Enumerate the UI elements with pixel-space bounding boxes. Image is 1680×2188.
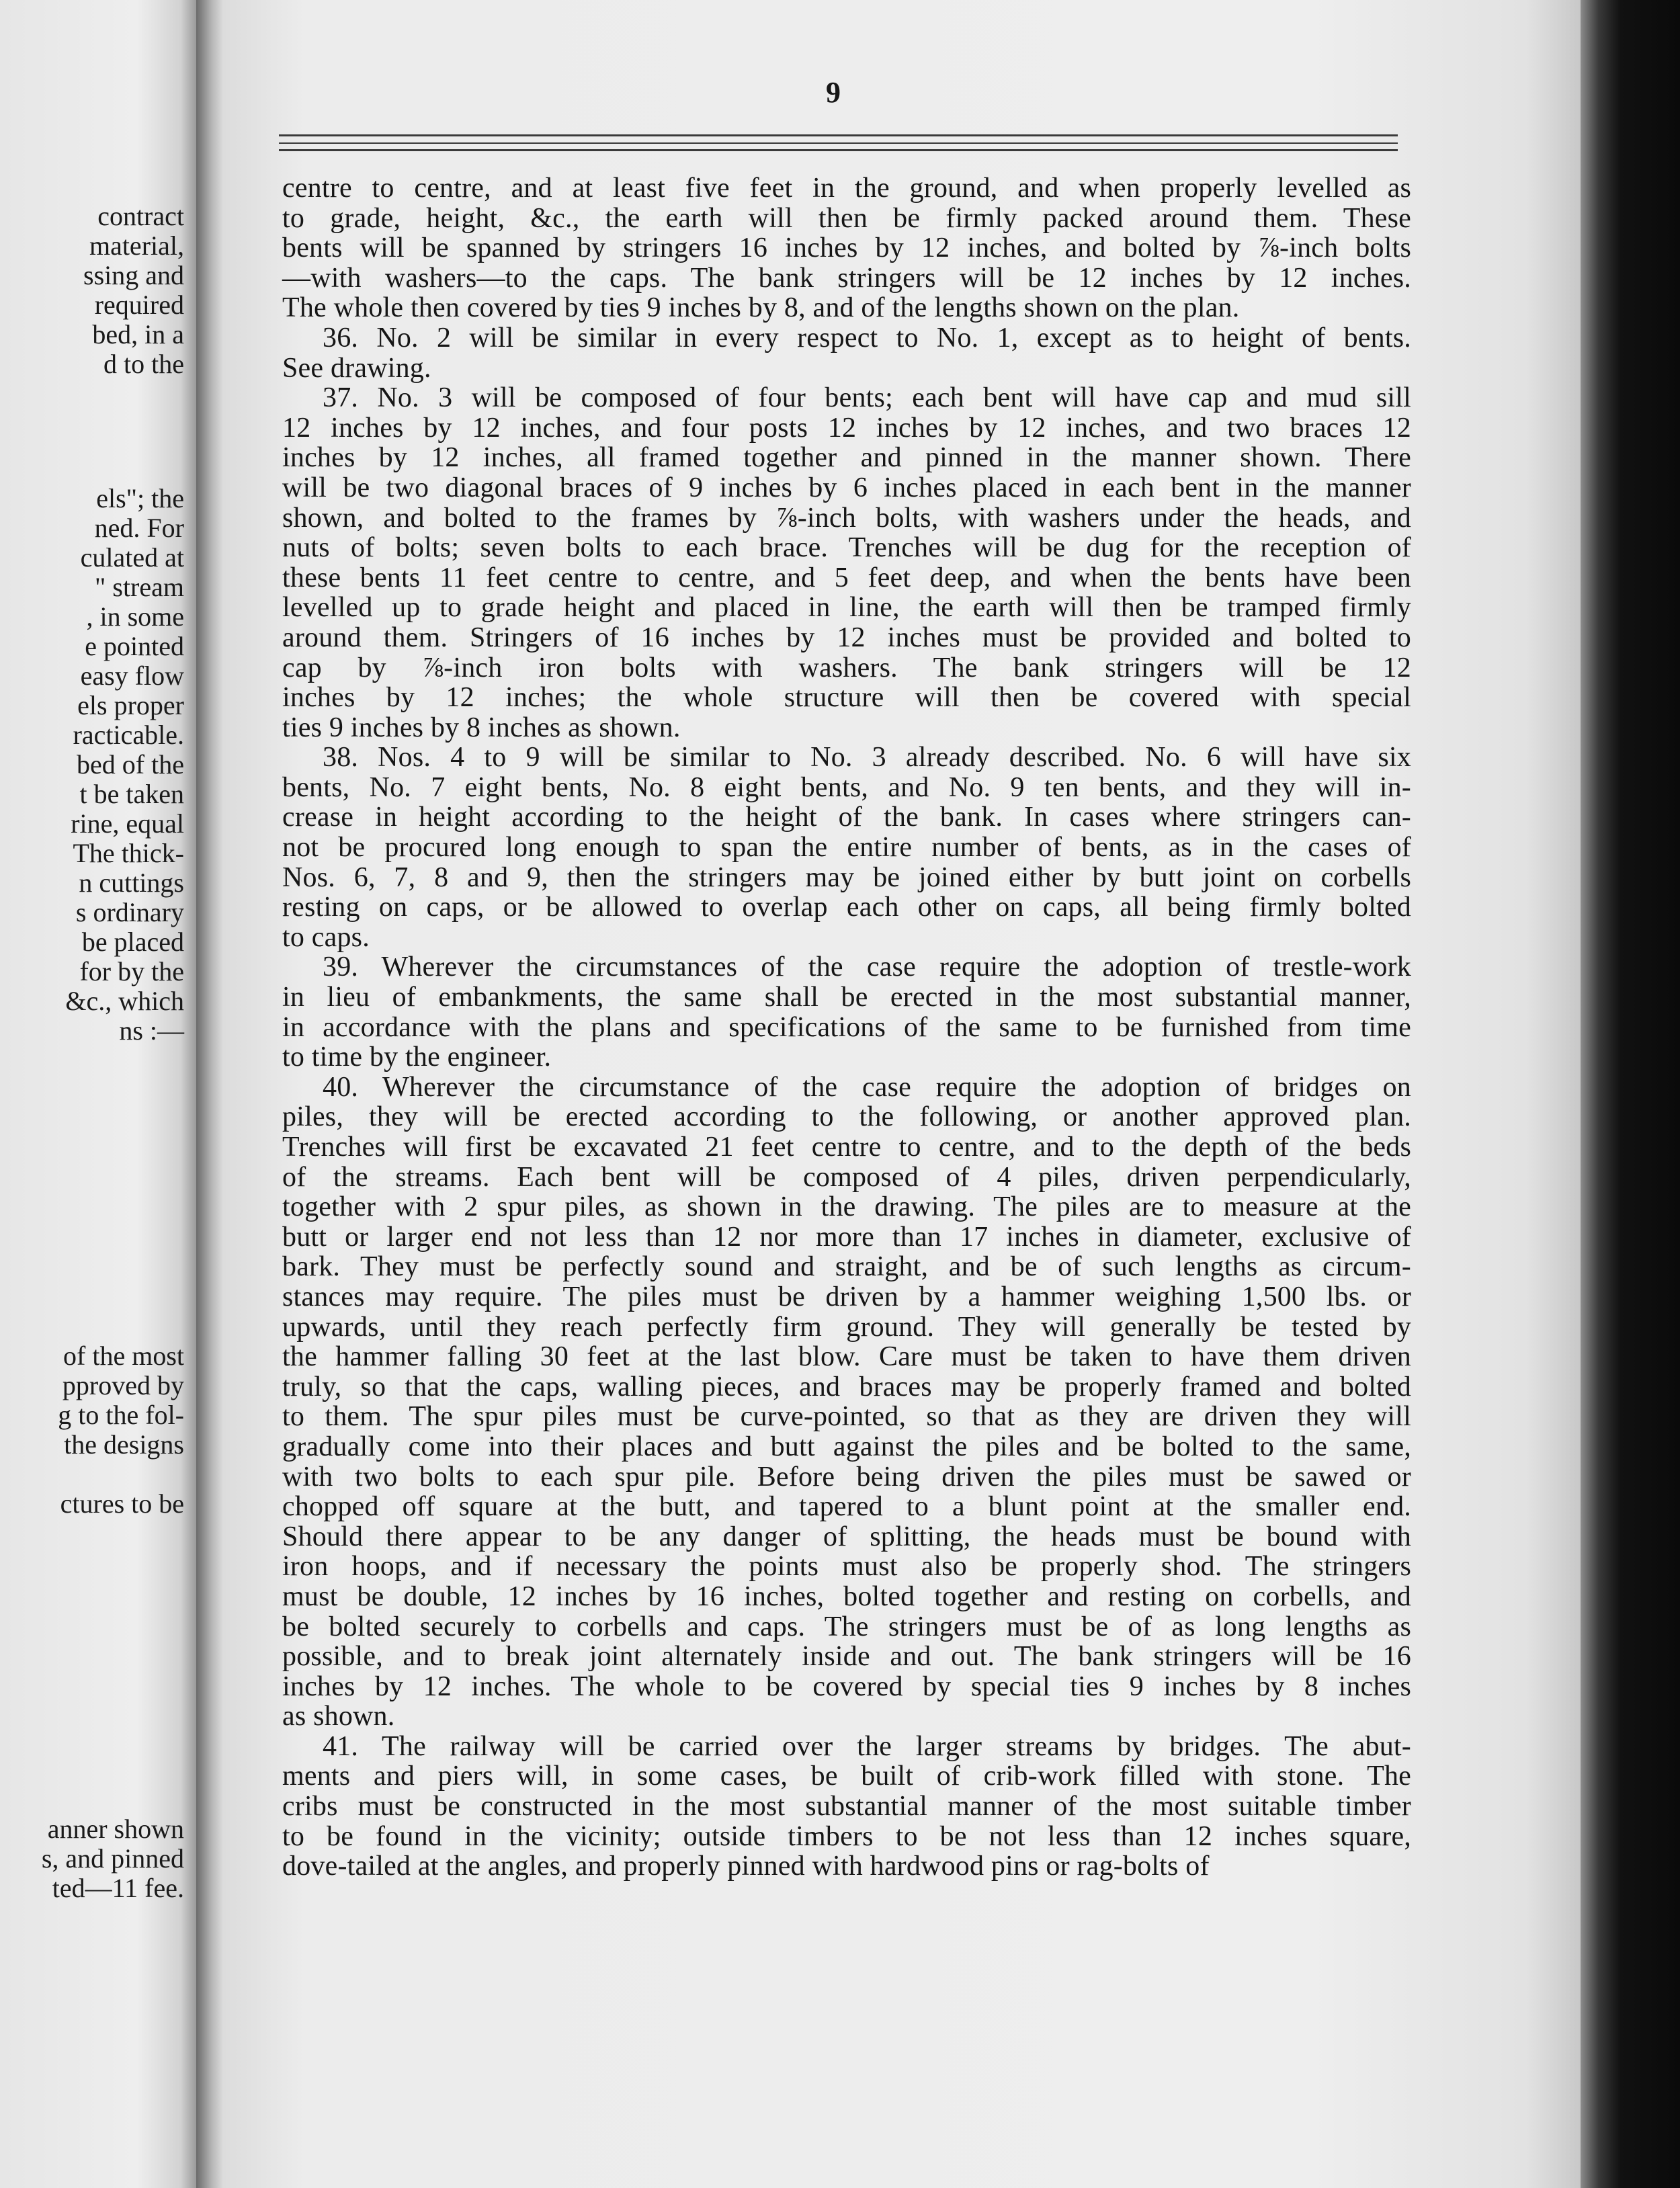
text-line: possible, and to break joint alternately inside and out. The bank stringers will be 16 bbox=[282, 1641, 1411, 1673]
left-page-line: d to the bbox=[103, 349, 184, 379]
left-page-line: g to the fol- bbox=[58, 1400, 184, 1430]
text-line: as shown. bbox=[282, 1701, 395, 1732]
text-line: 12 inches by 12 inches, and four posts 12 inches by 12 inches, and two braces 12 bbox=[282, 412, 1411, 444]
left-page-line: &c., which bbox=[65, 986, 184, 1016]
left-page-line: pproved by bbox=[62, 1370, 184, 1400]
book-gutter bbox=[196, 0, 223, 2188]
left-page-line: s ordinary bbox=[75, 897, 184, 927]
text-line: inches by 12 inches; the whole structure will then be covered with special bbox=[282, 682, 1411, 714]
text-line: nuts of bolts; seven bolts to each brace. Trenches will be dug for the reception of bbox=[282, 532, 1411, 564]
text-line: in lieu of embankments, the same shall be erected in the most substantial manner, bbox=[282, 982, 1411, 1013]
left-page-line: the designs bbox=[64, 1429, 184, 1460]
left-page-line: racticable. bbox=[73, 720, 184, 750]
left-page-line: ctures to be bbox=[60, 1488, 184, 1519]
text-line: cap by ⅞-inch iron bolts with washers. The bank stringers will be 12 bbox=[282, 652, 1411, 683]
text-line: of the streams. Each bent will be composed of 4 piles, driven perpendicularly, bbox=[282, 1161, 1411, 1193]
text-line: iron hoops, and if necessary the points must also be properly shod. The stringers bbox=[282, 1551, 1411, 1583]
text-line: Nos. 6, 7, 8 and 9, then the stringers may be joined either by butt joint on corbells bbox=[282, 861, 1411, 893]
text-line: butt or larger end not less than 12 nor more than 17 inches in diameter, exclusive of bbox=[282, 1221, 1411, 1253]
text-line: 36. No. 2 will be similar in every respect to No. 1, except as to height of bents. bbox=[323, 322, 1411, 353]
text-line: stances may require. The piles must be driven by a hammer weighing 1,500 lbs. or bbox=[282, 1281, 1411, 1312]
text-line: be bolted securely to corbells and caps. The stringers must be of as long lengths as bbox=[282, 1611, 1411, 1642]
left-page-line: required bbox=[94, 290, 184, 320]
text-line: See drawing. bbox=[282, 352, 431, 384]
left-page-line: bed of the bbox=[77, 749, 184, 780]
left-page-line: els proper bbox=[77, 690, 184, 720]
paragraph bbox=[282, 952, 1411, 1072]
text-line: ties 9 inches by 8 inches as shown. bbox=[282, 712, 681, 743]
text-line: centre to centre, and at least five feet in the ground, and when properly levelled as bbox=[282, 173, 1411, 204]
text-line: must be double, 12 inches by 16 inches, bolted together and resting on corbells, and bbox=[282, 1581, 1411, 1612]
text-line: bark. They must be perfectly sound and straight, and be of such lengths as circum- bbox=[282, 1251, 1411, 1283]
left-page-line: rine, equal bbox=[71, 808, 184, 839]
left-page-line: " stream bbox=[95, 572, 184, 602]
text-line: 37. No. 3 will be composed of four bents; each bent will have cap and mud sill bbox=[323, 382, 1411, 414]
text-line: shown, and bolted to the frames by ⅞-inch bolts, with washers under the heads, and bbox=[282, 502, 1411, 534]
left-page-line: ns :— bbox=[119, 1015, 184, 1046]
page-number: 9 bbox=[826, 76, 841, 109]
paragraph bbox=[282, 1732, 1411, 1882]
left-page-line: contract bbox=[97, 201, 184, 231]
left-page-line: els"; the bbox=[96, 483, 184, 513]
header-rule-top bbox=[279, 134, 1398, 136]
paragraph bbox=[282, 323, 1411, 383]
text-line: —with washers—to the caps. The bank stringers will be 12 inches by 12 inches. bbox=[282, 262, 1411, 294]
left-page-line: t be taken bbox=[79, 779, 184, 809]
text-line: chopped off square at the butt, and tapered to a blunt point at the smaller end. bbox=[282, 1491, 1411, 1523]
text-line: piles, they will be erected according to the following, or another approved plan. bbox=[282, 1101, 1411, 1133]
paragraph bbox=[282, 173, 1411, 323]
text-line: in accordance with the plans and specifications of the same to be furnished from time bbox=[282, 1011, 1411, 1043]
text-line: not be procured long enough to span the entire number of bents, as in the cases of bbox=[282, 832, 1411, 864]
text-line: inches by 12 inches. The whole to be covered by special ties 9 inches by 8 inches bbox=[282, 1671, 1411, 1702]
left-page-line: bed, in a bbox=[92, 319, 184, 349]
left-page-line: easy flow bbox=[80, 661, 184, 691]
text-line: will be two diagonal braces of 9 inches by 6 inches placed in each bent in the manner bbox=[282, 472, 1411, 503]
text-line: 39. Wherever the circumstances of the case require the adoption of trestle-work bbox=[323, 952, 1411, 983]
text-line: ments and piers will, in some cases, be built of crib-work filled with stone. The bbox=[282, 1761, 1411, 1792]
left-page-line: n cuttings bbox=[79, 868, 184, 898]
book-edge bbox=[1581, 0, 1680, 2188]
paragraph bbox=[282, 1072, 1411, 1732]
text-line: these bents 11 feet centre to centre, and 5 feet deep, and when the bents have been bbox=[282, 562, 1411, 593]
text-line: to be found in the vicinity; outside timbers to be not less than 12 inches square, bbox=[282, 1820, 1411, 1852]
text-line: to grade, height, &c., the earth will then be firmly packed around them. These bbox=[282, 202, 1411, 234]
text-line: gradually come into their places and butt against the piles and be bolted to the same, bbox=[282, 1431, 1411, 1462]
left-facing-page bbox=[0, 0, 196, 2188]
left-page-line: ned. For bbox=[94, 513, 184, 543]
text-line: to caps. bbox=[282, 921, 370, 953]
text-line: cribs must be constructed in the most substantial manner of the most suitable timber bbox=[282, 1791, 1411, 1822]
text-line: upwards, until they reach perfectly firm ground. They will generally be tested by bbox=[282, 1311, 1411, 1343]
header-rule-bottom bbox=[279, 149, 1398, 151]
header-rule-middle bbox=[279, 142, 1398, 144]
left-page-line: anner shown bbox=[47, 1814, 184, 1844]
text-line: the hammer falling 30 feet at the last blow. Care must be taken to have them driven bbox=[282, 1341, 1411, 1373]
text-line: 38. Nos. 4 to 9 will be similar to No. 3 already described. No. 6 will have six bbox=[323, 742, 1411, 773]
text-line: Trenches will first be excavated 21 feet centre to centre, and to the depth of the beds bbox=[282, 1132, 1411, 1163]
text-line: truly, so that the caps, walling pieces, and braces may be properly framed and bolted bbox=[282, 1371, 1411, 1402]
text-line: Should there appear to be any danger of splitting, the heads must be bound with bbox=[282, 1521, 1411, 1552]
left-page-line: The thick- bbox=[73, 838, 184, 868]
text-line: with two bolts to each spur pile. Before being driven the piles must be sawed or bbox=[282, 1461, 1411, 1492]
text-line: The whole then covered by ties 9 inches by 8, and of the lengths shown on the plan. bbox=[282, 292, 1240, 324]
text-line: inches by 12 inches, all framed together and pinned in the manner shown. There bbox=[282, 442, 1411, 474]
text-line: levelled up to grade height and placed in line, the earth will then be tramped firmly bbox=[282, 592, 1411, 624]
left-page-line: material, bbox=[89, 230, 184, 261]
left-page-line: for by the bbox=[79, 956, 184, 986]
left-page-line: ted—11 fee. bbox=[52, 1873, 184, 1903]
text-line: 41. The railway will be carried over the larger streams by bridges. The abut- bbox=[323, 1730, 1411, 1762]
text-line: to them. The spur piles must be curve-pointed, so that as they are driven they will bbox=[282, 1401, 1411, 1433]
text-line: bents, No. 7 eight bents, No. 8 eight bents, and No. 9 ten bents, and they will in- bbox=[282, 771, 1411, 803]
left-page-line: e pointed bbox=[85, 631, 184, 661]
left-page-line: be placed bbox=[81, 927, 184, 957]
text-line: to time by the engineer. bbox=[282, 1042, 552, 1073]
text-line: dove-tailed at the angles, and properly pinned with hardwood pins or rag-bolts of bbox=[282, 1851, 1210, 1882]
paragraph bbox=[282, 743, 1411, 952]
left-page-line: culated at bbox=[80, 542, 184, 573]
left-page-line: ssing and bbox=[83, 260, 184, 290]
text-line: resting on caps, or be allowed to overlap each other on caps, all being firmly bolted bbox=[282, 892, 1411, 923]
text-line: 40. Wherever the circumstance of the case require the adoption of bridges on bbox=[323, 1071, 1411, 1103]
text-line: crease in height according to the height of the bank. In cases where stringers can- bbox=[282, 802, 1411, 833]
left-page-line: , in some bbox=[86, 601, 184, 632]
left-page-line: s, and pinned bbox=[41, 1843, 184, 1874]
text-line: together with 2 spur piles, as shown in the drawing. The piles are to measure at the bbox=[282, 1191, 1411, 1223]
left-page-line: of the most bbox=[63, 1341, 184, 1371]
text-line: bents will be spanned by stringers 16 inches by 12 inches, and bolted by ⅞-inch bolts bbox=[282, 233, 1411, 264]
paragraph bbox=[282, 383, 1411, 743]
body-text bbox=[282, 173, 1411, 1882]
text-line: around them. Stringers of 16 inches by 12 inches must be provided and bolted to bbox=[282, 622, 1411, 653]
